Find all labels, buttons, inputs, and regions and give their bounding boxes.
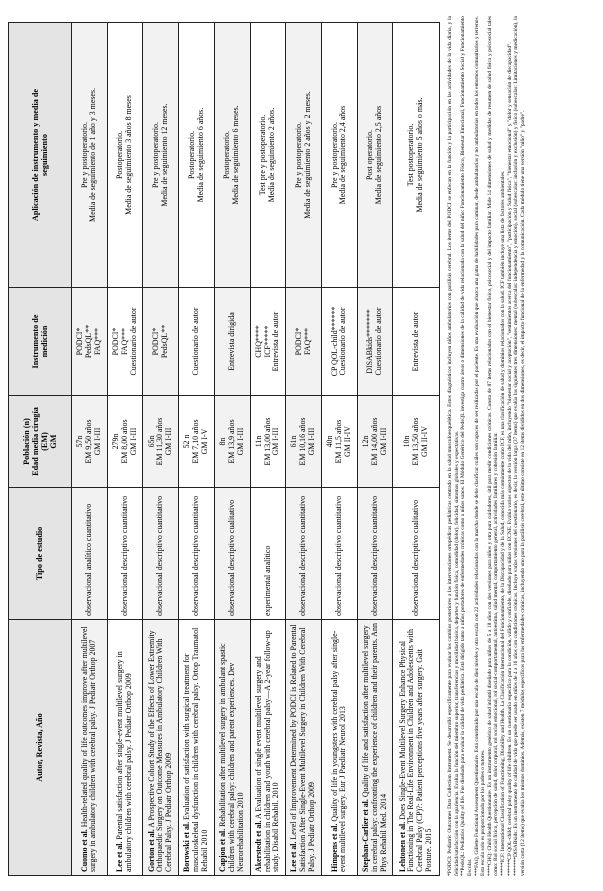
cell-instrumento: PODCI* FAQ*** <box>286 288 322 396</box>
cell-poblacion: 10n EM 13,50 años GM II-IV <box>393 396 440 488</box>
cell-tipo: observacional descriptivo cuantitativo <box>357 488 393 620</box>
reference: Quality of life and satisfaction after multilevel surgery in cerebral palsy: confronting the experience of children and their parents. Ann Phys Rehabil Med. 2014 <box>360 623 388 872</box>
cell-tipo: observacional descriptivo cualitativo <box>393 488 440 620</box>
cell-instrumento: Cuestionario de autor <box>179 288 215 396</box>
header-poblacion: Población (n) Edad media cirugía (EM) GM <box>9 396 72 488</box>
table-row <box>357 23 393 876</box>
reference: Level of Improvement Determined by PODCI is Related to Parental Satisfaction After Single-Event Multilevel Surgery in Children With Cerebral Palsy. J Pediatr Orthop 2009 <box>289 624 317 872</box>
cell-instrumento: PODCI* PedsQL** <box>143 288 179 396</box>
cell-instrumento: PODCI* PedsQL** FAQ*** <box>72 288 108 396</box>
footnote-chq: ****CHQ: Child Health Questionnaire. Es un instrumento genérico de salud infantil diseñado para niños de 5 a 18 años con dos versiones para niños y otra para cuidadores, útil para medir condiciones crónicas. Consta de 87 ítems relacionados con el bienestar físico, psicosocial y del impacto familiar. Mide 14 dimensiones de salud y medidas de resumen de salud física y psicosocial tales como: Rol social físico, percepción de salud, dolor corporal, rol social emocional, rol social-comportamental, autoestima, salud mental, comportamiento general, actividades familiares y cohesión familiar. <box>486 16 500 876</box>
author-name: Cuomo et al. <box>79 829 89 872</box>
cell-instrumento: CP QOL-child****** Cuestionario de autor <box>322 288 358 396</box>
author-name: Lehtonen et al. <box>397 821 407 872</box>
table-row <box>322 23 358 876</box>
reference: Quality of life in youngsters with cerebral palsy after single-event multilevel surgery. Eur J Paediatr Neurol 2013 <box>329 630 348 872</box>
author-name: Lee et al. <box>289 841 299 872</box>
table-row <box>286 23 322 876</box>
author-name: Stephan-Carlier et al. <box>360 799 370 872</box>
table-row <box>250 23 286 876</box>
footnote-cpqol: ******CP QOL-child; cerebral palsy quality of life children. Es un cuestionario específico para la condición, válido y confiable, diseñado para niños con ECNE. Evalúa varios aspectos de la vida del niño, incluyendo "bienestar social y aceptación", "sentimientos acerca del funcionamiento", "participación y Salud física", "bienestar emocional" y "dolor y sensación de discapacidad". <box>506 42 513 876</box>
footnotes <box>447 16 527 876</box>
cell-poblacion: 11n EM 13,00 años GM I-III <box>250 396 286 488</box>
cell-autor <box>357 620 393 876</box>
cell-poblacion: 12n EM 14,00 años GM I-III <box>357 396 393 488</box>
reference: Parental satisfaction after single-event multilevel surgery in ambulatory children with cerebral palsy. J Pediatr Orthop 2009 <box>115 651 134 872</box>
table-row <box>179 23 215 876</box>
cell-tipo: observacional descriptivo cuantitativo <box>322 488 358 620</box>
footnote-pedsql: **PedsQL: Pediatrics Quality of life. Fue diseñado para evaluar la calidad de vida pediátrica. Está dirigido tanto a niños portadores de enfermedades crónicas como a niños sanos. El Módulo Genérico del PedsQL investiga cuatro áreas o dimensiones de la calidad de vida relacionada con la salud del niño: Funcionamiento Físico, Bienestar Emocional, Funcionamiento Social y Funcionamiento Escolar. <box>460 16 473 876</box>
cell-aplicacion: Post operatorio. Media de seguimiento 2,5 años <box>357 23 393 288</box>
reference: Does Single-Event Multilevel Surgery Enhance Physical Functioning in The Real-Life Environment in Children and Adolescents with Cerebral Palsy (CP)?: Patient perceptions five years after surgery. Gait Posture. 2015 <box>397 629 434 872</box>
author-name: Gorton et al. <box>146 829 156 872</box>
author-name: Borowski et al. <box>182 821 192 872</box>
cell-aplicacion: Pre y postoperatorio. Media de seguimiento 2,4 años <box>322 23 358 288</box>
cell-autor <box>72 620 108 876</box>
header-aplicacion: Aplicación de instrumento y media de seguimiento <box>9 23 72 288</box>
table-header-row <box>9 23 72 876</box>
cell-instrumento: DISABkids******* Cuestionario de autor <box>357 288 393 396</box>
cell-aplicacion: Test postoperatorio. Media de seguimiento 5 años o más. <box>393 23 440 288</box>
cell-autor <box>286 620 322 876</box>
reference: A Evaluation of single event multilevel surgery and rehabilitation in children and youth with cerebral palsy—A 2-year follow-up study. Disabil Rehabil. 2010 <box>253 630 281 872</box>
cell-tipo: observacional descriptivo cuantitativo <box>107 488 143 620</box>
cell-tipo: observacional descriptivo cuantitativo <box>286 488 322 620</box>
author-name: Capjon et al. <box>217 828 227 872</box>
cell-instrumento: Entrevista de autor <box>393 288 440 396</box>
cell-poblacion: 40n EM 11,5 años GM II-IV <box>322 396 358 488</box>
cell-aplicacion: Postoperatorio. Media de seguimiento 3 años 8 meses <box>107 23 143 288</box>
reference: Health-related quality of life outcomes improve after multilevel surgery in ambulatory children with cerebral palsy. J Pediatr Orthop 2007 <box>79 626 98 872</box>
cell-poblacion: 52 n EM 7,10 años GM I-V <box>179 396 215 488</box>
cell-tipo: experimental analítico <box>250 488 286 620</box>
cell-aplicacion: Pre y postoperatorio. Media de seguimiento de 1 año y 3 meses. <box>72 23 108 288</box>
cell-autor <box>214 620 250 876</box>
reference: A Prospective Cohort Study of the Effects of Lower Extremity Orthopaedic Surgery on Outcome Measures in Ambulatory Children With Cerebral Palsy. J Pediatr Orthop 2009 <box>146 630 174 872</box>
cell-aplicacion: Pre y postoperatorio. Media de seguimiento 2 años y 2 meses. <box>286 23 322 288</box>
cell-instrumento: Entrevista dirigida <box>214 288 250 396</box>
table-row <box>107 23 143 876</box>
header-instrumento: Instrumento de medición <box>9 288 72 396</box>
cell-poblacion: 61n EM 10,16 años GM I-III <box>286 396 322 488</box>
footnote-podci: *PODCI: Pediatric Outcomes Data Collection Instrument. Se desarrolló específicamente para evaluar los cambios posteriores a las intervenciones ortopédicas pediátricas centrado en la salud musculoesquelética. Estos diagnósticos incluyen niños ambulatorios con parálisis cerebral. Los ítems del PODCI se enfocan en la función y la participación en las actividades de la vida diaria, y la felicidad/satisfacción con la apariencia. Evalúa la función del miembro superior, transferencias y movilidad básica, deportes y función física, comodidad (dolor), felicidad, síntomas globales y expectativas. <box>447 16 460 876</box>
cell-autor <box>250 620 286 876</box>
table-row <box>214 23 250 876</box>
cell-poblacion: 8n EM 13,9 años GM I-III <box>214 396 250 488</box>
footnote-faq: ***FAQ, Gillette Functional Assessment Questionnaire. Está constituido por una escala de diez niveles y otra escala con 22 actividades relacionadas con la marcha donde se debe clasificar cuáles son capaces de ser realizadas por el paciente. Es una evaluación que abarca una gama de habilidades para caminar, desde ambulatorias y no ambulatorias en todos los entornos comunitarios y terrenos. Esta escala solo es proporcionada por los padres o tutores. <box>473 16 487 876</box>
header-tipo: Tipo de estudio <box>9 488 72 620</box>
cell-instrumento: PODCI* FAQ*** Cuestionario de autor <box>107 288 143 396</box>
author-name: Akerstedt et al. <box>253 820 263 872</box>
cell-aplicacion: Test pre y postoperatorio. Media de seguimiento 2 años. <box>250 23 286 288</box>
cell-aplicacion: Postoperatorio. Media de seguimiento 6 años. <box>179 23 215 288</box>
cell-aplicacion: Postoperatorio. Media de seguimiento 6 meses. <box>214 23 250 288</box>
header-autor: Autor, Revista, Año <box>9 620 72 876</box>
cell-tipo: observacional descriptivo cualitativo <box>214 488 250 620</box>
cell-tipo: observacional analítico cuantitativo <box>72 488 108 620</box>
author-name: Lee et al. <box>115 841 125 872</box>
table-row <box>72 23 108 876</box>
cell-autor <box>179 620 215 876</box>
cell-poblacion: 279n EM 8,00 años GM I-III <box>107 396 143 488</box>
author-name: Himpens et al. <box>329 823 339 872</box>
table-row <box>393 23 440 876</box>
footnote-disabkids: *******DISABkids: Es un instrumento de calidad de vida que puede ser usado en niños de 4 a 16 años con condiciones crónicas. Incluye varias versiones del cuestionario, es decir, la versión larga (37 ítems) que evalúa las siguientes tres dimensiones: mental (subescalas: independencia y emoción), social (subescalas: inclusión y exclusión) y físico (subescalas: Limitaciones y medicación), la versión corta (12 ítems) que evalúa los mismos dominios. Además, existen 7 módulos específicos para las enfermedades crónicas, incluyendo uno para la parálisis cerebral, este último consiste en 12 ítems divididos en dos dimensiones, es decir, el impacto funcional de la enfermedad y la comunicación. Cada módulo tiene una versión "niño" y "padre". <box>513 16 527 876</box>
table-row <box>143 23 179 876</box>
cell-autor <box>322 620 358 876</box>
reference: Evaluation of satisfaction with surgical treatment for musculoskeletal dysfunction in children with cerebral palsy. Ortop Traumatol Rehabil 2010 <box>182 627 209 872</box>
cell-poblacion: 65n EM 11,30 años GM I-III <box>143 396 179 488</box>
studies-table <box>8 22 440 876</box>
cell-autor <box>143 620 179 876</box>
reference: Rehabilitation after multilevel surgery in ambulant spastic children with cerebral palsy: children and parent experiences. Dev Neurorehabilitation 2010 <box>217 643 245 872</box>
cell-autor <box>107 620 143 876</box>
cell-aplicacion: Pre y postoperatorio. Media de seguimiento 12 meses. <box>143 23 179 288</box>
cell-instrumento: CHQ**** ICF***** Entrevista de autor <box>250 288 286 396</box>
footnote-icf: *****ICF: International Classification of Functioning, Disability and Health. La Clasificación Internacional del Funcionamiento, de la Discapacidad y de la Salud, conocida más comúnmente como ICF, es una clasificación de salud y dominios relacionados con la salud. ICF también incluye una lista de factores ambientales. <box>500 170 507 876</box>
cell-autor <box>393 620 440 876</box>
cell-tipo: observacional descriptivo cuantitativo <box>143 488 179 620</box>
cell-tipo: observacional descriptivo cuantitativo <box>179 488 215 620</box>
cell-poblacion: 57n EM 9,50 años GM I-III <box>72 396 108 488</box>
